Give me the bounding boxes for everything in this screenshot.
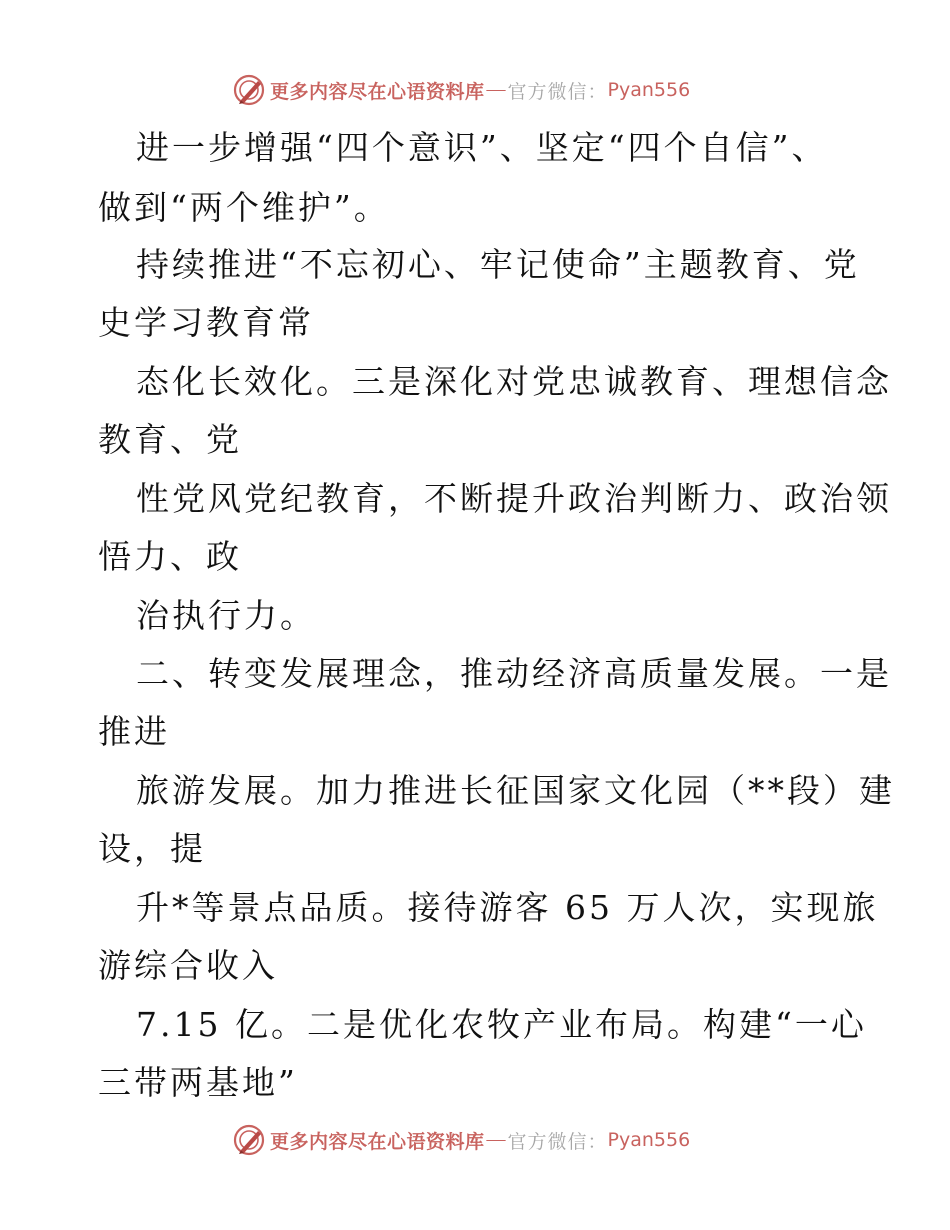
watermark-dash: — [486,79,506,100]
text-line: 教育、党 [98,420,242,459]
text-line: 旅游发展。加力推进长征国家文化园（**段）建 [136,771,895,810]
text-line: 三带两基地” [98,1063,298,1102]
watermark-site-text: 更多内容尽在心语资料库 [270,80,485,103]
watermark-label: 官方微信： [507,1130,608,1153]
watermark-site-text: 更多内容尽在心语资料库 [270,1130,485,1153]
text-line: 7.15 亿。二是优化农牧产业布局。构建“一心 [136,1005,867,1044]
text-line: 游综合收入 [98,946,278,985]
pen-logo-icon [232,1123,266,1157]
text-line: 做到“两个维护”。 [98,188,390,227]
text-line: 治执行力。 [136,596,316,635]
text-line: 悟力、政 [98,537,242,576]
text-line: 史学习教育常 [98,303,314,342]
text-line: 持续推进“不忘初心、牢记使命”主题教育、党 [136,245,860,284]
text-line: 态化长效化。三是深化对党忠诚教育、理想信念 [136,362,892,401]
text-line: 设，提 [98,829,206,868]
text-line: 进一步增强“四个意识”、坚定“四个自信”、 [136,128,828,167]
watermark-wechat-id: Pyan556 [607,1129,691,1151]
text-line: 升*等景点品质。接待游客 65 万人次，实现旅 [136,888,879,927]
pen-logo-icon [232,73,266,107]
text-line: 推进 [98,712,170,751]
watermark-dash: — [486,1129,506,1150]
text-line: 性党风党纪教育，不断提升政治判断力、政治领 [136,479,892,518]
text-line: 二、转变发展理念，推动经济高质量发展。一是 [136,654,892,693]
watermark-label: 官方微信： [507,80,608,103]
footer-watermark [232,1122,690,1158]
watermark-wechat-id: Pyan556 [607,79,691,101]
header-watermark [232,72,690,108]
